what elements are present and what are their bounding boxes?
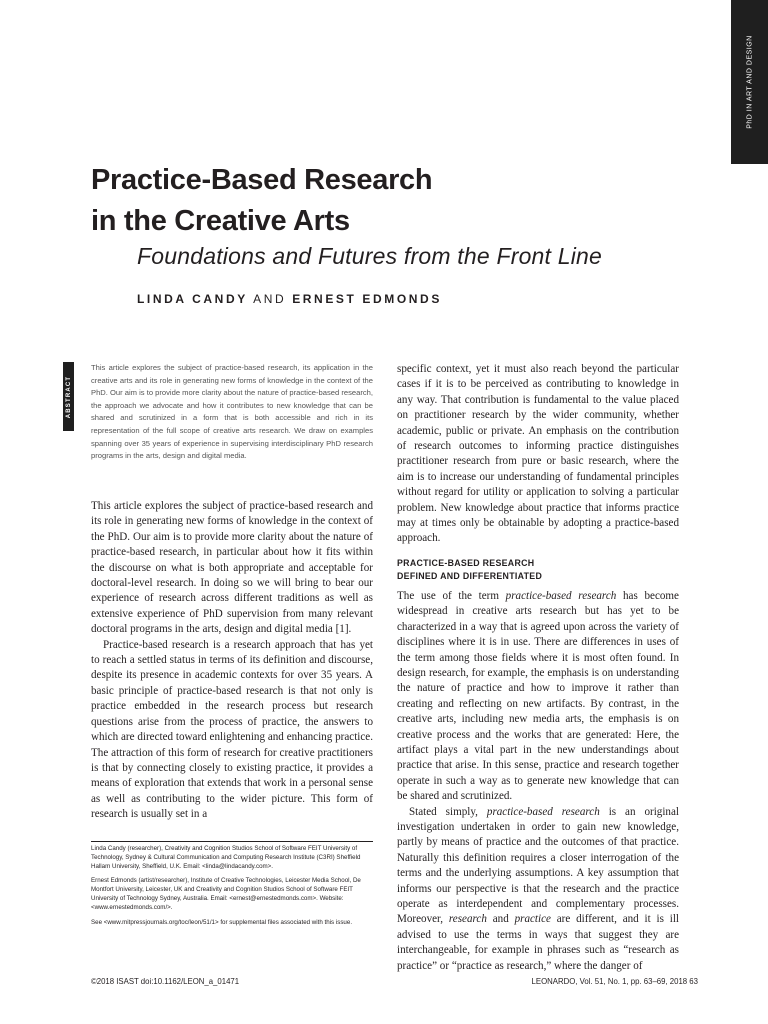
author-footnotes (91, 845, 373, 933)
body-paragraph: The use of the term practice-based research has become widespread in creative arts research but has yet to be characterized in a way that is agreed upon across the variety of disciplines where it is in use. There are differences in uses of the term among those fields where it is most often found. In design research, for example, the emphasis is on understanding the nature of practice and how to improve it rather than creating and reflecting on new artifacts. By contrast, in the creative arts, including new media arts, the emphasis is on creative process and the works that are generated: Here, the artifact plays a vital part in the new understandings about practice that arise. In this sense, practice and research together operate in such a way as to generate new knowledge that can be shared and scrutinized. (397, 589, 679, 803)
section-heading-line-2: DEFINED AND DIFFERENTIATED (397, 570, 543, 581)
abstract-tab-label: ABSTRACT (65, 375, 72, 418)
side-tab-label: PhD IN ART AND DESIGN (746, 35, 753, 129)
section-heading-line-1: PRACTICE-BASED RESEARCH (397, 557, 535, 568)
footer-copyright-doi: ©2018 ISAST doi:10.1162/LEON_a_01471 (91, 977, 240, 986)
title-line-2: in the Creative Arts (91, 205, 350, 237)
article-subtitle: Foundations and Futures from the Front Line (137, 243, 603, 269)
body-paragraph: Stated simply, practice-based research is an original investigation undertaken in order to gain new knowledge, partly by means of practice and the outcomes of that practice. Naturally this definition requires a closer interrogation of the terms and the underlying assumptions. A key assumption that informs our perspective is that the research and the practice operate as interdependent and complementary processes. Moreover, research and practice are different, and it is ill advised to use the terms in ways that suggest they are interchangeable, for example in phrases such as “research as practice” or “practice as research,” where the danger of (397, 805, 680, 972)
footnote-supplement: See <www.mitpressjournals.org/toc/leon/51/1> for supplemental files associated with this issue. (91, 918, 353, 926)
title-line-1: Practice-Based Research (91, 164, 433, 196)
body-paragraph: specific context, yet it must also reach beyond the particular cases if it is to be perceived as contributing to knowledge in any way. That contribution is fundamental to the value placed on practitioner research by the wider community, whether academic, public or private. An emphasis on the contribution of research outcomes to informing practice distinguishes practitioner research from pure or basic research, where the aim is to increase our understanding of fundamental principles without regard for utility or application to solving a particular problem. New knowledge about practice that informs practice may at times only be obtainable by adopting a practice-based approach. (397, 363, 679, 545)
body-column-left (91, 499, 373, 823)
article-title (91, 160, 432, 242)
footnote-candy: Linda Candy (researcher), Creativity and Cognition Studios School of Software FEIT University of Technology, Sydney & Cultural Communication and Computing Research Institute (C3RI) Sheffield Hallam University, Sheffield, U.K. Email: <linda@lindacandy.com>. (91, 845, 361, 870)
author-conjunction: AND (253, 292, 287, 306)
footnote-edmonds: Ernest Edmonds (artist/researcher), Institute of Creative Technologies, Leicester Media School, De Montfort University, Leicester, UK and Creativity and Cognition Studios School of Software FEIT University of Technology Sydney, Australia. Email: <ernest@ernestedmonds.com>. Website: <www.ernestedmonds.com/>. (91, 877, 361, 911)
author-2: ERNEST EDMONDS (292, 292, 442, 306)
section-side-tab (731, 0, 768, 164)
body-column-right (397, 362, 679, 974)
body-paragraph: Practice-based research is a research approach that has yet to reach a settled status in terms of its definition and discourse, despite its presence in academic contexts for over 35 years. A basic principle of practice-based research is that not only is practice embedded in the research process but research questions arise from the process of practice, the answers to which are directed toward enlightening and enhancing practice. The attraction of this form of research for creative practitioners is that by connecting closely to existing practice, it provides a means of exploration that extends that work in a personal sense as well as contributing to the wider picture. This form of research is usually set in a (91, 638, 373, 821)
author-byline (137, 292, 442, 306)
section-heading (397, 557, 679, 583)
footnote-divider (91, 841, 373, 842)
abstract-text: This article explores the subject of practice-based research, its application in the creative arts and its role in generating new forms of knowledge in the context of the PhD. Our aim is to provide more clarity about the nature of practice-based research, the approach we advocate and how it contributes to new knowledge that can be shared and scrutinized in a form that is both accessible and rich in its representation of the full scope of creative arts research. We draw on examples spanning over 35 years of experience in supervising interdisciplinary PhD research programs in the arts, design and digital media. (91, 363, 373, 461)
footer-journal-citation: LEONARDO, Vol. 51, No. 1, pp. 63–69, 2018 63 (531, 977, 698, 986)
abstract-tab (63, 362, 74, 431)
author-1: LINDA CANDY (137, 292, 248, 306)
body-paragraph: This article explores the subject of practice-based research and its role in generating new forms of knowledge in the context of the PhD. Our aim is to provide more clarity about the nature of practice-based research, in particular about how it fits within the discourse on what is both appropriate and acceptable for doctoral-level research. In doing so we will bring to bear our experience of research across different traditions as well as extensive experience of PhD supervision from many relevant doctoral programs in the arts, design and digital media [1]. (91, 500, 373, 636)
